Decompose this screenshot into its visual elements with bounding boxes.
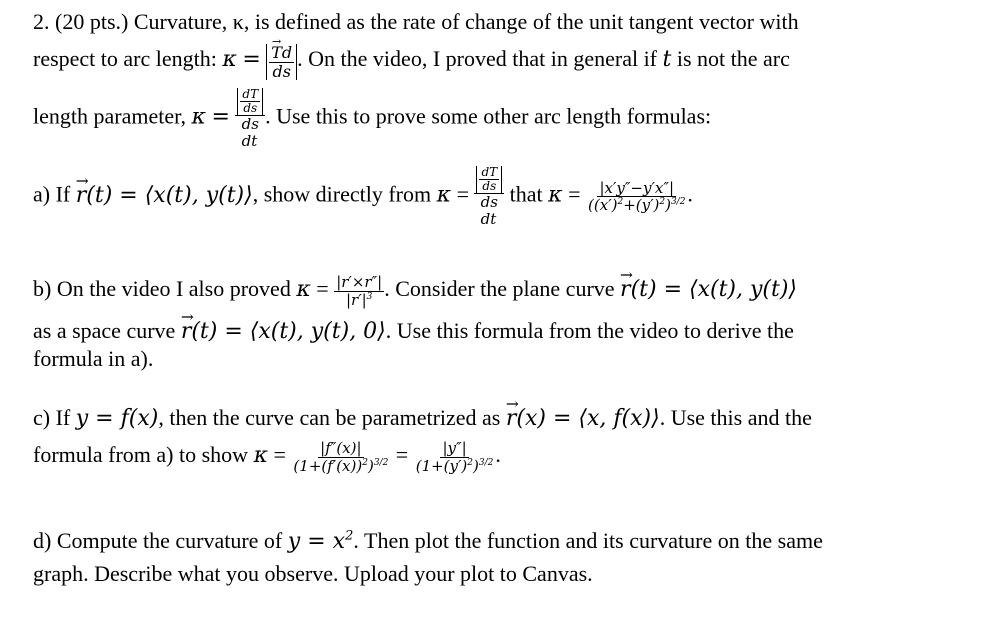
formula-kappa-def: → $\frac{Td}{ds}$ (266, 44, 297, 80)
part-b-line2: as a space curve → r(t) = ⟨x(t), y(t), 0⟩. Use this formula from the video to derive the (33, 318, 794, 344)
formula-part-a-kappa: $\frac{dT}{ds}$ ds dt (474, 166, 504, 227)
problem-intro-line1: 2. (20 pts.) Curvature, κ, is defined as the rate of change of the unit tangent vector with (33, 9, 799, 34)
part-b-line3: formula in a). (33, 346, 154, 371)
problem-intro-line3: length parameter, κ = $\frac{dT}{ds}$ ds dt . Use this to prove some other arc length formulas: (33, 87, 712, 150)
part-c-line2: formula from a) to show κ = $\frac{|f''(x)|}{(1+(f'(x))^2)^{3/2}}$ = $\frac{|y''|}{(1+(y')^2)^{3/2}}$ . (33, 439, 501, 475)
formula-kappa-param: $\frac{dT}{ds}$ ds dt (235, 88, 265, 149)
formula-part-b-kappa: $\frac{|r'\times r''|}{|r'|^3}$ (336, 273, 383, 309)
problem-intro-line2: respect to arc length: κ = → $\frac{Td}{ds}$ . On the video, I proved that in general if t is not the arc (33, 44, 790, 80)
part-b-line1: b) On the video I also proved κ = $\frac{|r'\times r''|}{|r'|^3}$ . Consider the plane curve → r(t) = ⟨x(t), y(t)⟩ (33, 274, 797, 308)
part-d-line1: d) Compute the curvature of $y = x^2$. Then plot the function and its curvature on the same (33, 528, 823, 554)
formula-part-c-y: $\frac{|y''|}{(1+(y')^2)^{3/2}}$ (415, 439, 494, 475)
part-d-line2: graph. Describe what you observe. Upload your plot to Canvas. (33, 561, 593, 586)
formula-part-c-fx: $\frac{|f''(x)|}{(1+(f'(x))^2)^{3/2}}$ (293, 439, 389, 475)
part-a: a) If → r(t) = ⟨x(t), y(t)⟩, show directly from κ = $\frac{dT}{ds}$ ds dt that κ = $\frac{|x'y''-y'x''|}{((x')^2+(y')^2)^{3/2}}$ . (33, 166, 693, 227)
part-c-line1: c) If y = f(x), then the curve can be parametrized as → r(x) = ⟨x, f(x)⟩. Use this and the (33, 405, 812, 431)
formula-part-a-result: $\frac{|x'y''-y'x''|}{((x')^2+(y')^2)^{3/2}}$ (588, 178, 686, 215)
